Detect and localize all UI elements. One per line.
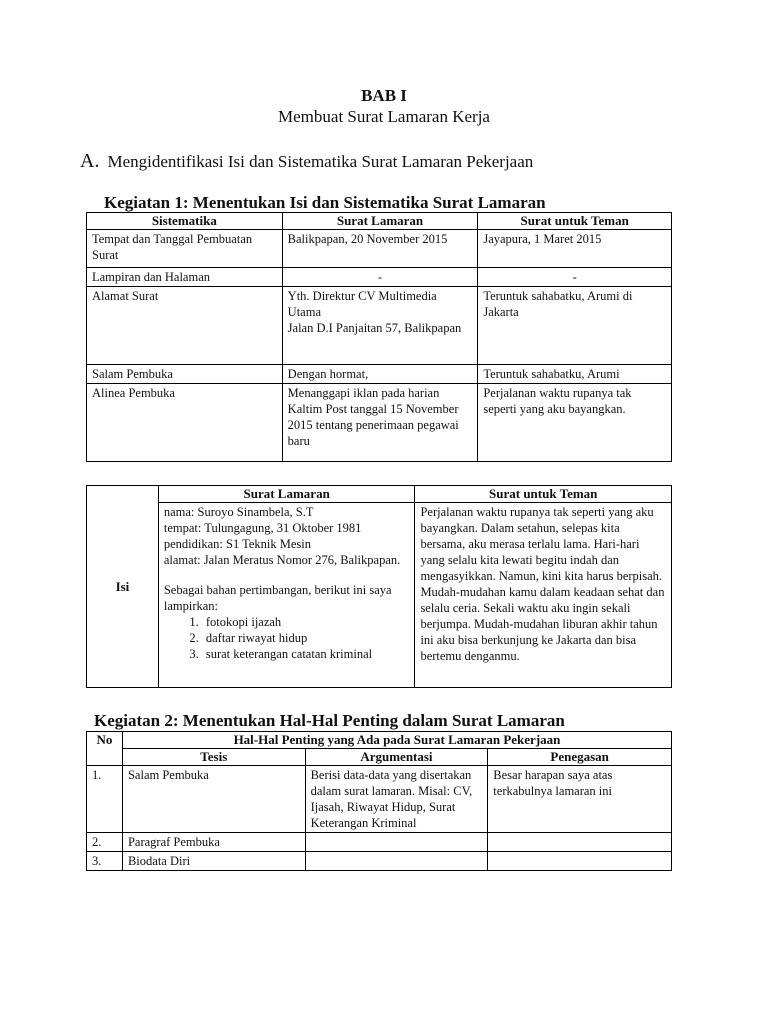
table-cell: Lampiran dan Halaman — [87, 268, 283, 287]
chapter-title: Membuat Surat Lamaran Kerja — [278, 107, 490, 126]
table-cell: 1. — [87, 766, 123, 833]
table-row — [87, 852, 672, 871]
kegiatan2-title: Kegiatan 2: Menentukan Hal-Hal Penting dalam Surat Lamaran — [94, 711, 565, 730]
group-header: Hal-Hal Penting yang Ada pada Surat Lamaran Pekerjaan — [122, 732, 671, 749]
table-row — [87, 230, 672, 268]
list-item: 3. surat keterangan catatan kriminal — [202, 646, 410, 662]
table-header-row — [87, 213, 672, 230]
table-cell: Tempat dan Tanggal Pembuatan Surat — [87, 230, 283, 268]
column-header: No — [87, 732, 123, 766]
column-header: Argumentasi — [305, 749, 488, 766]
section-letter: A. — [80, 150, 100, 172]
table-header-row — [87, 732, 672, 749]
table-cell: Besar harapan saya atas terkabulnya lamaran ini — [488, 766, 672, 833]
column-header: Surat Lamaran — [158, 486, 415, 503]
lampiran-intro: Sebagai bahan pertimbangan, berikut ini saya lampirkan: — [163, 583, 392, 613]
column-header: Surat untuk Teman — [415, 486, 672, 503]
column-header: Surat Lamaran — [282, 213, 478, 230]
table-cell: Alinea Pembuka — [87, 384, 283, 462]
table-cell: 3. — [87, 852, 123, 871]
sistematika-table — [86, 212, 672, 462]
table-cell — [488, 833, 672, 852]
biodata-line: alamat: Jalan Meratus Nomor 276, Balikpapan. — [163, 553, 401, 567]
table-cell: Perjalanan waktu rupanya tak seperti yang aku bayangkan. — [478, 384, 672, 462]
table-cell — [488, 852, 672, 871]
table-cell: Paragraf Pembuka — [122, 833, 305, 852]
table-row — [87, 287, 672, 365]
biodata-line: tempat: Tulungagung, 31 Oktober 1981 — [163, 521, 362, 535]
kegiatan1-title: Kegiatan 1: Menentukan Isi dan Sistematika Surat Lamaran — [104, 193, 546, 212]
table-cell: Yth. Direktur CV Multimedia Utama Jalan D.I Panjaitan 57, Balikpapan — [282, 287, 478, 365]
table-cell: - — [282, 268, 478, 287]
biodata-line: pendidikan: S1 Teknik Mesin — [163, 537, 312, 551]
table-header-row — [87, 486, 672, 503]
biodata-line: nama: Suroyo Sinambela, S.T — [163, 505, 314, 519]
table-row — [87, 766, 672, 833]
table-cell: Berisi data-data yang disertakan dalam surat lamaran. Misal: CV, Ijasah, Riwayat Hidup, Surat Keterangan Kriminal — [305, 766, 488, 833]
isi-label: Isi — [87, 486, 159, 688]
table-cell: Salam Pembuka — [87, 365, 283, 384]
table-cell: Teruntuk sahabatku, Arumi di Jakarta — [478, 287, 672, 365]
list-item: 2. daftar riwayat hidup — [202, 630, 410, 646]
table-row — [87, 384, 672, 462]
teman-content: Perjalanan waktu rupanya tak seperti yang aku bayangkan. Dalam setahun, selepas kita bersama, aku merasa terlalu lama. Hari-hari yang selalu kita lewati begitu indah dan mengasyikkan. Namun, kini kita harus berpisah. Mudah-mudahan kamu dalam keadaan sehat dan selalu ceria. Sekali waktu aku ingin sekali berjumpa. Mudah-mudahan liburan akhir tahun ini aku bisa berkunjung ke Jakarta dan bisa bertemu denganmu. — [415, 503, 672, 688]
table-row — [87, 268, 672, 287]
table-row — [87, 365, 672, 384]
column-header: Surat untuk Teman — [478, 213, 672, 230]
table-cell: Salam Pembuka — [122, 766, 305, 833]
column-header: Sistematika — [87, 213, 283, 230]
table-cell: - — [478, 268, 672, 287]
table-cell: Teruntuk sahabatku, Arumi — [478, 365, 672, 384]
table-cell — [305, 852, 488, 871]
table-cell: Balikpapan, 20 November 2015 — [282, 230, 478, 268]
table-row — [87, 833, 672, 852]
table-cell: 2. — [87, 833, 123, 852]
table-cell: Menanggapi iklan pada harian Kaltim Post tanggal 15 November 2015 tentang penerimaan pegawai baru — [282, 384, 478, 462]
section-a-heading — [80, 150, 533, 173]
isi-table — [86, 485, 672, 688]
table-row — [87, 503, 672, 688]
table-subheader-row — [87, 749, 672, 766]
hal-penting-table — [86, 731, 672, 871]
section-title: Mengidentifikasi Isi dan Sistematika Surat Lamaran Pekerjaan — [107, 152, 534, 171]
table-cell — [305, 833, 488, 852]
column-header: Penegasan — [488, 749, 672, 766]
table-cell: Dengan hormat, — [282, 365, 478, 384]
table-cell: Alamat Surat — [87, 287, 283, 365]
column-header: Tesis — [122, 749, 305, 766]
list-item: 1. fotokopi ijazah — [202, 614, 410, 630]
lampiran-list — [164, 614, 410, 662]
table-cell: Biodata Diri — [122, 852, 305, 871]
chapter-label: BAB I — [361, 86, 407, 105]
lamaran-content — [158, 503, 415, 688]
table-cell: Jayapura, 1 Maret 2015 — [478, 230, 672, 268]
